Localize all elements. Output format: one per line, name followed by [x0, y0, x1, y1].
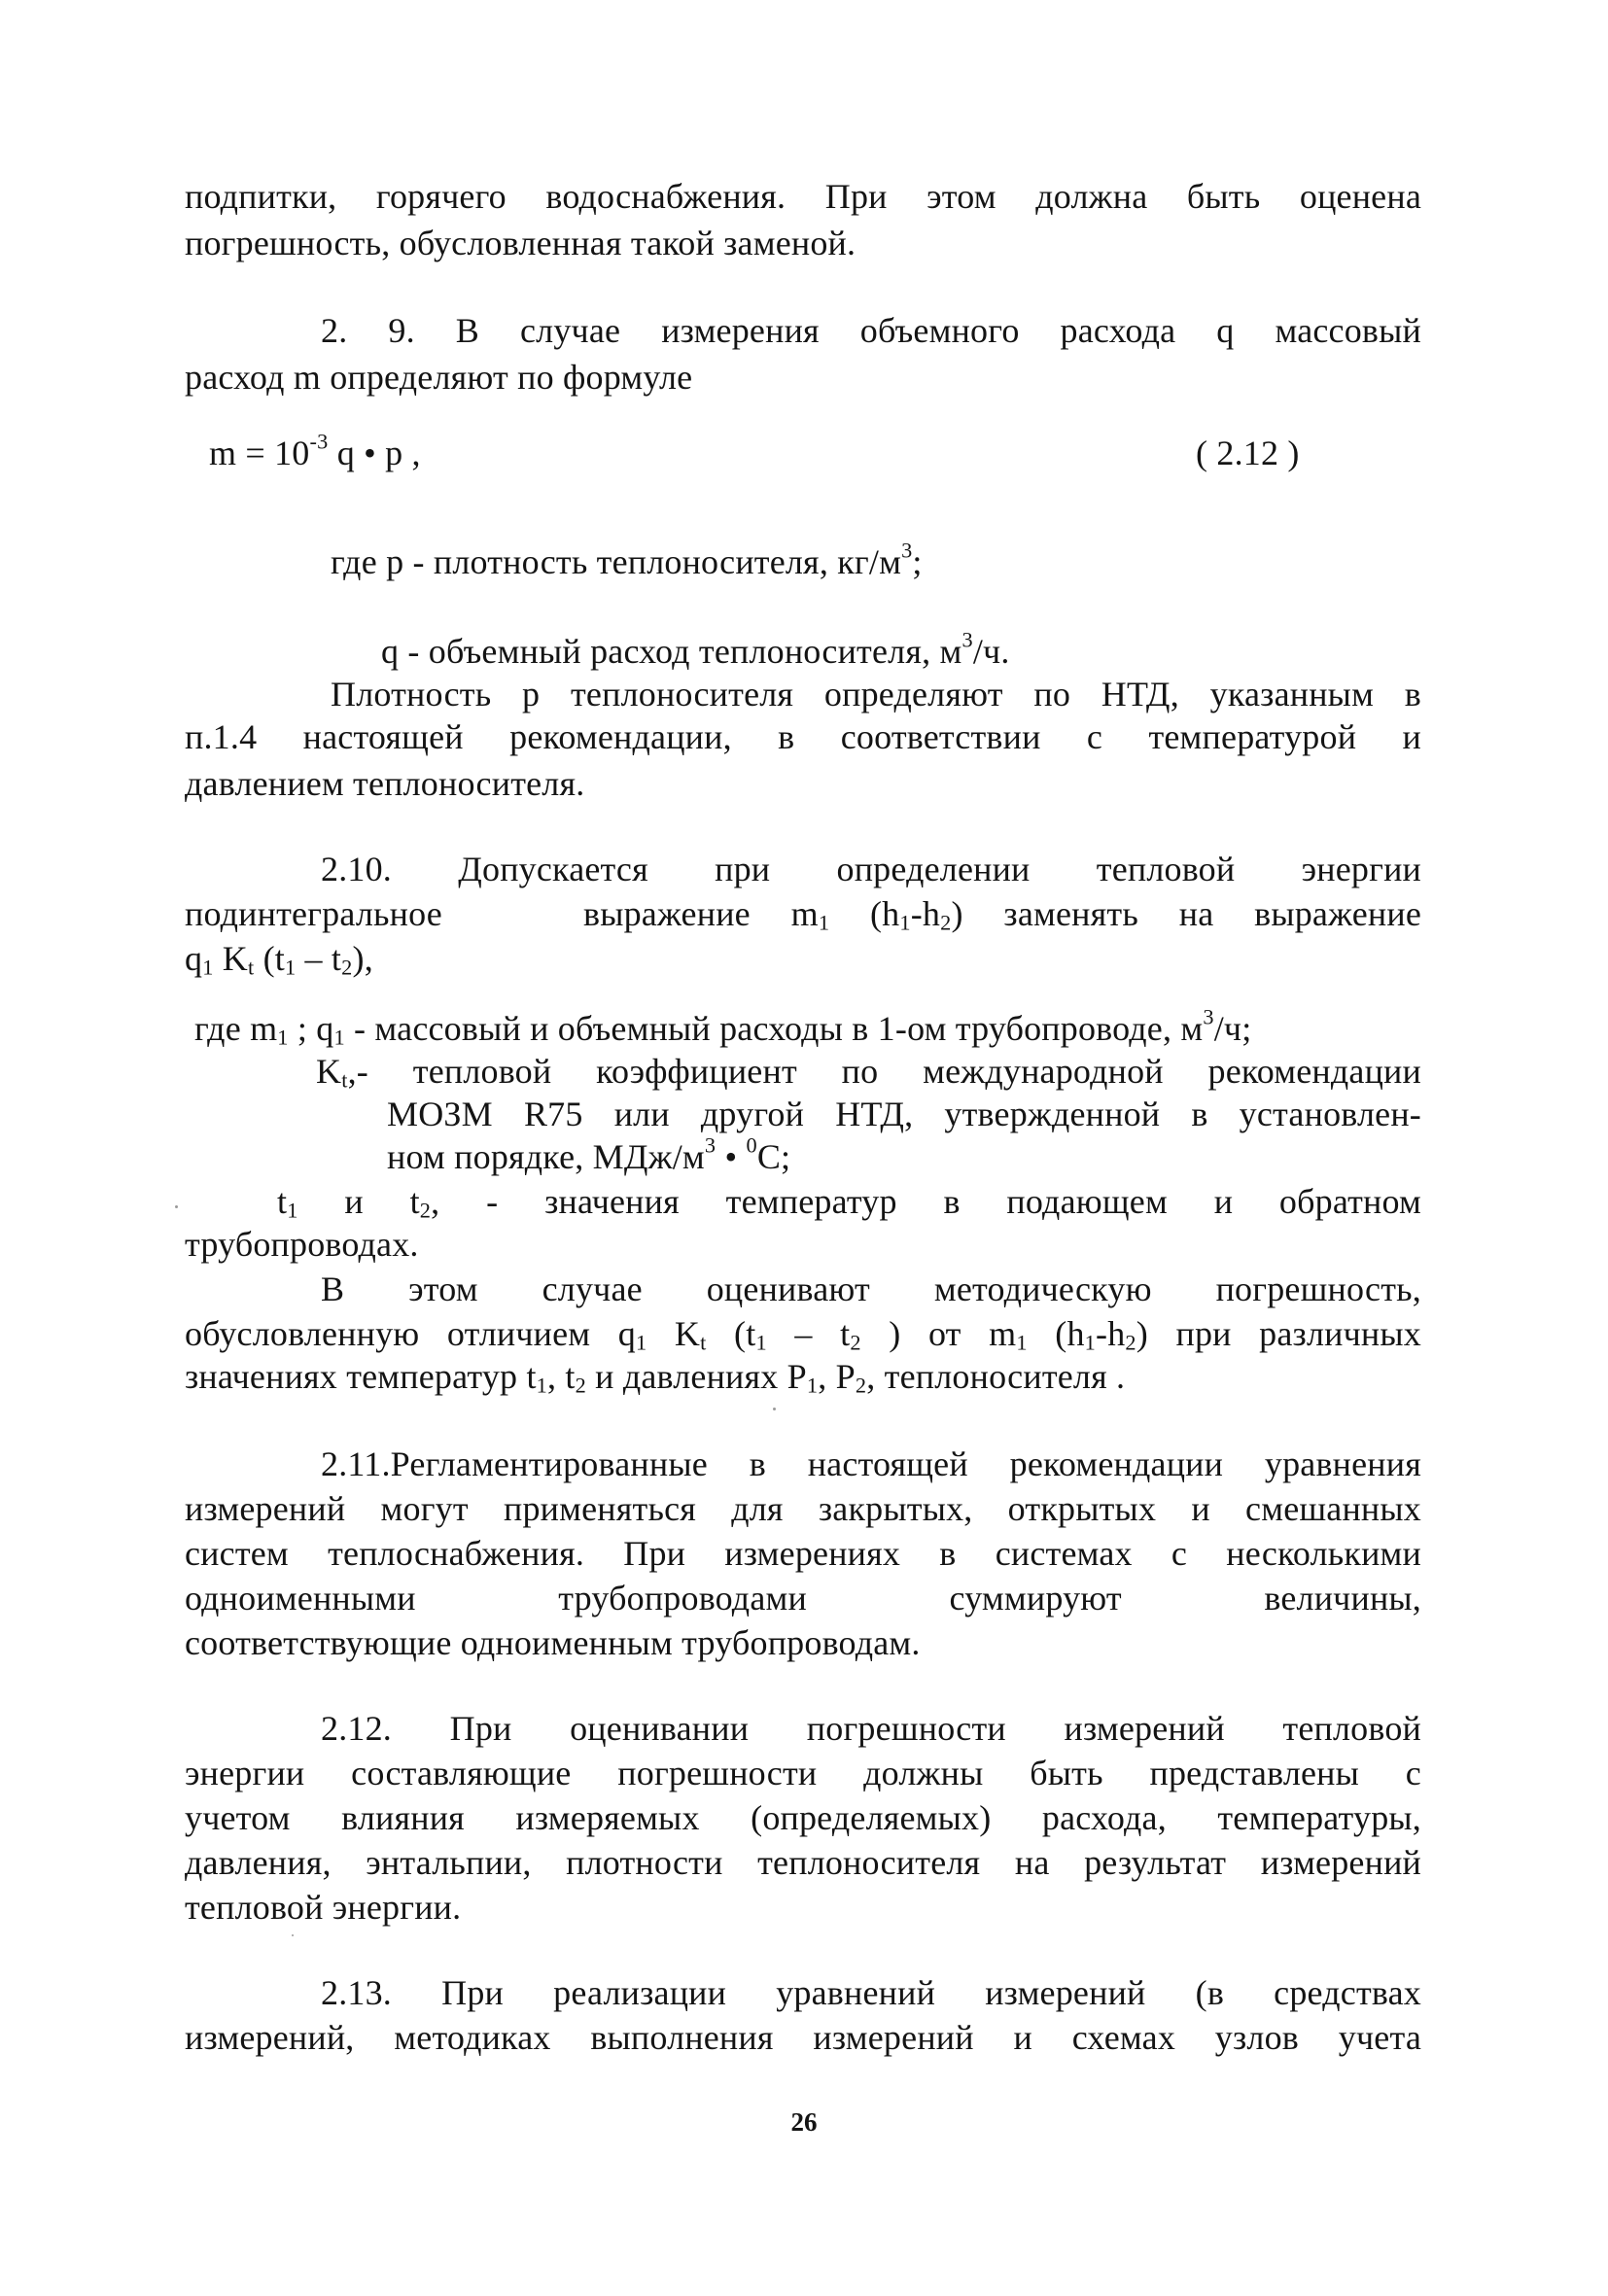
scan-speck — [175, 1205, 178, 1208]
text-line: $K_t,-$ тепловой коэффициент по международной рекомендации — [316, 1052, 1421, 1093]
definition-volume-flow: q - объемный расход теплоносителя, $м^3/ч$. — [381, 627, 1010, 671]
text-line: давления, энтальпии, плотности теплоносителя на результат измерений — [185, 1843, 1421, 1882]
formula-number: ( 2.12 ) — [1196, 434, 1300, 472]
text-line: энергии составляющие погрешности должны быть представлены с — [185, 1754, 1421, 1792]
text-line: Плотность p теплоносителя определяют по НТД, указанным в — [331, 675, 1421, 713]
text-line: В этом случае оценивают методическую погрешность, — [321, 1270, 1421, 1308]
scan-speck — [773, 1408, 776, 1410]
formula-2-12: $m = 10^{-3}$ q • p , — [209, 429, 421, 472]
text-line: трубопроводах. — [185, 1225, 419, 1264]
paragraph-2-10-start: 2.10. Допускается при определении тепловой энергии — [321, 850, 1421, 888]
paragraph-2-11-start: 2.11.Регламентированные в настоящей рекомендации уравнения — [321, 1444, 1421, 1483]
paragraph-2-12-start: 2.12. При оценивании погрешности измерений тепловой — [321, 1709, 1421, 1748]
text-line: расход m определяют по формуле — [185, 358, 693, 397]
page-number: 26 — [790, 2107, 818, 2137]
text-line: выражение $m_1$ $(h_1-h_2)$ заменять на выражение — [583, 894, 1421, 935]
text-line: подпитки, горячего водоснабжения. При этом должна быть оценена — [185, 177, 1421, 216]
text-line: значениях температур $t_1$, $t_2$ и давлениях $P_1$, $P_2$, теплоносителя . — [185, 1357, 1126, 1398]
text-line: где $m_1$ ; $q_1$ - массовый и объемный расходы в 1-ом трубопроводе, $м^3/ч$; — [194, 1004, 1252, 1050]
definition-density: где p - плотность теплоносителя, $кг/м^3$; — [331, 538, 923, 581]
text-line: $q_1$ $K_t$ $(t_1 - t_2)$, — [185, 939, 373, 980]
text-line: систем теплоснабжения. При измерениях в системах с несколькими — [185, 1534, 1421, 1573]
text-line: п.1.4 настоящей рекомендации, в соответствии с температурой и — [185, 717, 1421, 756]
text-line: давлением теплоносителя. — [185, 764, 585, 803]
text-line: тепловой энергии. — [185, 1888, 462, 1927]
text-line: МОЗМ R75 или другой НТД, утвержденной в установлен- — [387, 1095, 1421, 1133]
text-line: соответствующие одноименным трубопроводам. — [185, 1623, 921, 1662]
text-line: одноименными трубопроводами суммируют величины, — [185, 1579, 1421, 1618]
text-line: подинтегральное — [185, 894, 442, 933]
text-line: учетом влияния измеряемых (определяемых) расхода, температуры, — [185, 1798, 1421, 1837]
paragraph-2-13-start: 2.13. При реализации уравнений измерений (в средствах — [321, 1973, 1421, 2012]
paragraph-2-9-start: 2. 9. В случае измерения объемного расхода q массовый — [321, 311, 1421, 350]
text-line: ном порядке, МДж/$м^3$ • $^0$C; — [387, 1132, 791, 1176]
text-line: обусловленную отличием $q_1$ $K_t$ ($t_1 - t_2$ ) от $m_1$ $(h_1-h_2)$ при различных — [185, 1314, 1421, 1355]
text-line: $t_1$ и $t_2$, - значения температур в подающем и обратном — [277, 1182, 1421, 1223]
scan-speck — [292, 1934, 294, 1936]
text-line: погрешность, обусловленная такой заменой. — [185, 224, 856, 262]
text-line: измерений могут применяться для закрытых, открытых и смешанных — [185, 1489, 1421, 1528]
text-line: измерений, методиках выполнения измерений и схемах узлов учета — [185, 2018, 1421, 2057]
